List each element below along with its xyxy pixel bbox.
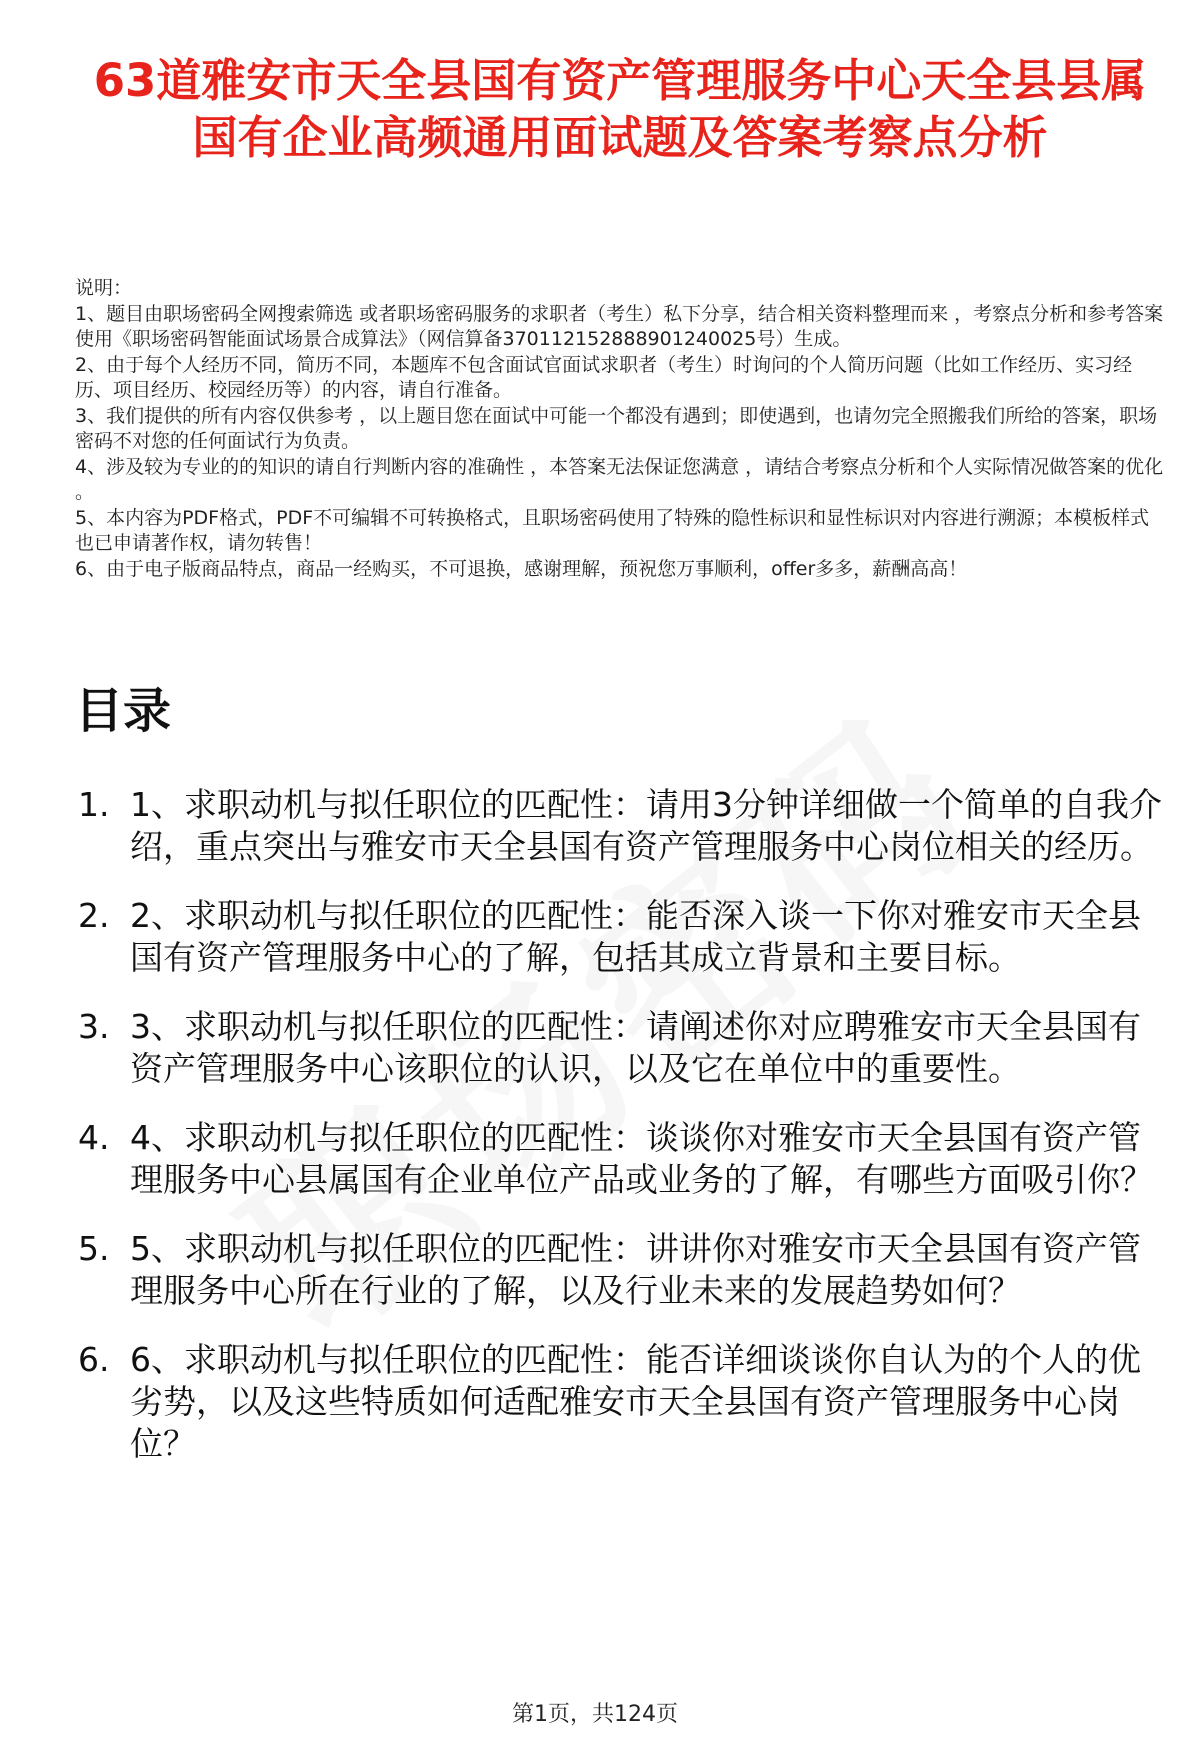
note-item: 1、题目由职场密码全网搜索筛选 或者职场密码服务的求职者（考生）私下分享，结合相关资料整理而来 ，考察点分析和参考答案使用《职场密码智能面试场景合成算法》（网信算备370112152888901240025号）生成。: [75, 302, 1164, 350]
toc-item[interactable]: [78, 784, 1168, 868]
toc-item-text: 3、求职动机与拟任职位的匹配性：请阐述你对应聘雅安市天全县国有资产管理服务中心该职位的认识，以及它在单位中的重要性。: [130, 1007, 1141, 1088]
toc-item-number: 2.: [78, 896, 110, 935]
toc-item[interactable]: [78, 1339, 1168, 1465]
page-footer: 第1页，共124页: [512, 1702, 678, 1727]
toc-item-text: 4、求职动机与拟任职位的匹配性：谈谈你对雅安市天全县国有资产管理服务中心县属国有企业单位产品或业务的了解，有哪些方面吸引你？: [130, 1118, 1153, 1199]
toc-item-number: 4.: [78, 1118, 110, 1157]
toc-heading: 目录: [75, 683, 172, 739]
notes-section: [75, 276, 1165, 582]
toc-item-text: 1、求职动机与拟任职位的匹配性：请用3分钟详细做一个简单的自我介绍，重点突出与雅安市天全县国有资产管理服务中心岗位相关的经历。: [130, 785, 1162, 866]
note-item: 2、由于每个人经历不同，简历不同，本题库不包含面试官面试求职者（考生）时询问的个人简历问题（比如工作经历、实习经历、项目经历、校园经历等）的内容，请自行准备。: [75, 353, 1133, 401]
toc-item-number: 5.: [78, 1229, 110, 1268]
toc-item[interactable]: [78, 1006, 1168, 1090]
toc-item-text: 5、求职动机与拟任职位的匹配性：讲讲你对雅安市天全县国有资产管理服务中心所在行业的了解，以及行业未来的发展趋势如何？: [130, 1229, 1141, 1310]
toc-item-text: 2、求职动机与拟任职位的匹配性：能否深入谈一下你对雅安市天全县国有资产管理服务中心的了解，包括其成立背景和主要目标。: [130, 896, 1141, 977]
toc-item[interactable]: [78, 1228, 1168, 1312]
note-item: 5、本内容为PDF格式，PDF不可编辑不可转换格式，且职场密码使用了特殊的隐性标识和显性标识对内容进行溯源；本模板样式也已申请著作权，请勿转售！: [75, 506, 1150, 554]
note-item: 4、涉及较为专业的的知识的请自行判断内容的准确性 ，本答案无法保证您满意 ，请结合考察点分析和个人实际情况做答案的优化 。: [75, 455, 1164, 503]
toc-item[interactable]: [78, 1117, 1168, 1201]
notes-heading: 说明：: [75, 277, 133, 299]
toc-item-text: 6、求职动机与拟任职位的匹配性：能否详细谈谈你自认为的个人的优劣势，以及这些特质如何适配雅安市天全县国有资产管理服务中心岗位？: [130, 1340, 1141, 1463]
toc-item-number: 6.: [78, 1340, 110, 1379]
toc-item-number: 1.: [78, 785, 110, 824]
toc-item-number: 3.: [78, 1007, 110, 1046]
note-item: 3、我们提供的所有内容仅供参考 ，以上题目您在面试中可能一个都没有遇到；即使遇到，也请勿完全照搬我们所给的答案，职场密码不对您的任何面试行为负责。: [75, 404, 1158, 452]
note-item: 6、由于电子版商品特点，商品一经购买，不可退换，感谢理解，预祝您万事顺利，offer多多，薪酬高高！: [75, 557, 968, 580]
document-title: 63道雅安市天全县国有资产管理服务中心天全县县属国有企业高频通用面试题及答案考察点分析: [93, 54, 1147, 164]
table-of-contents: [78, 784, 1168, 1492]
toc-item[interactable]: [78, 895, 1168, 979]
